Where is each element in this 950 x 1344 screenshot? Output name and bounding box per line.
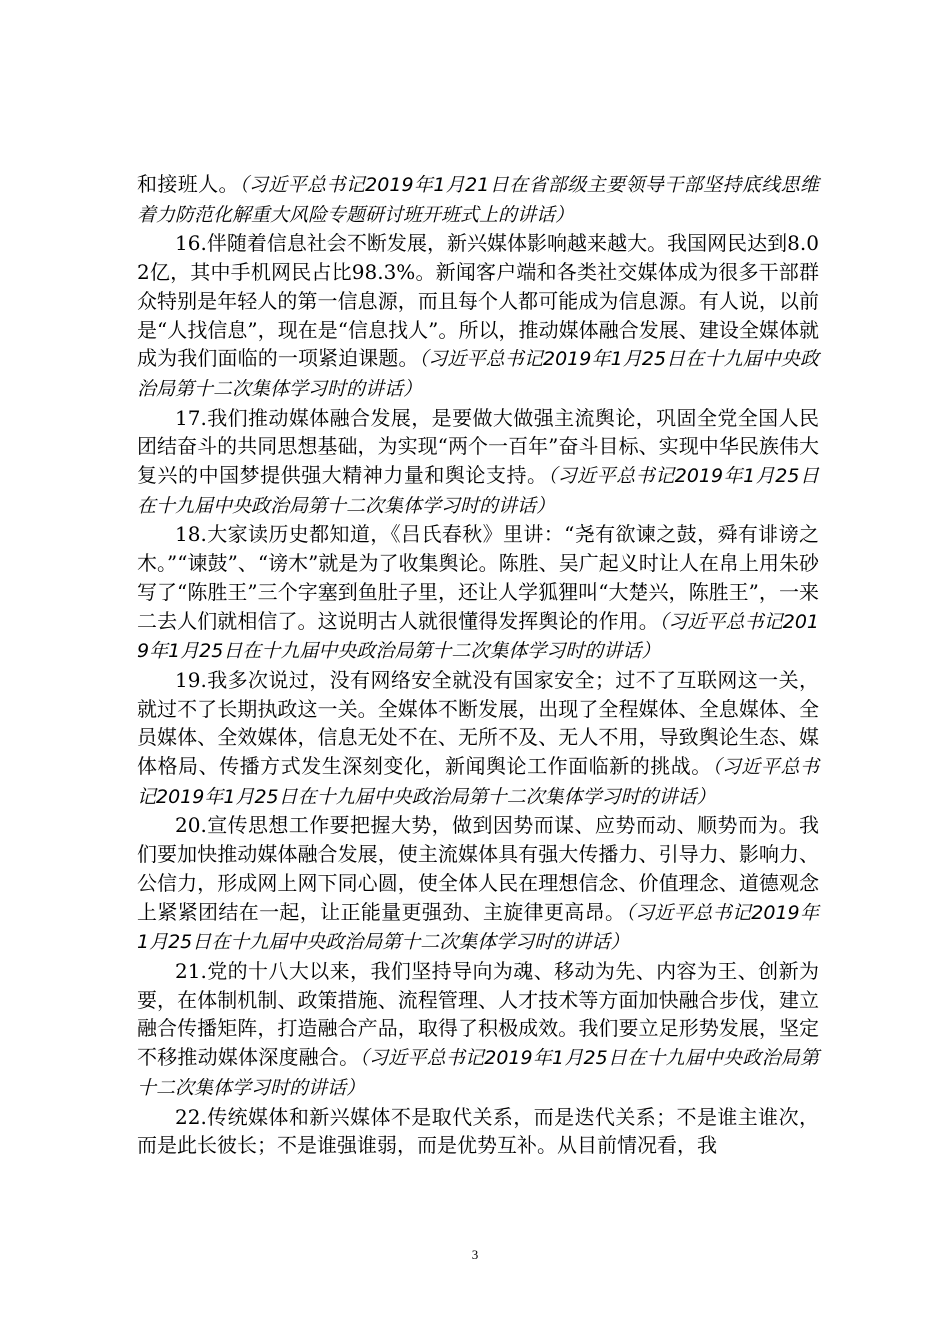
paragraph-22 (137, 1103, 819, 1160)
paragraph-text: 17.我们推动媒体融合发展，是要做大做强主流舆论，巩固全党全国人民团结奋斗的共同思想基础，为实现“两个一百年”奋斗目标、实现中华民族伟大复兴的中国梦提供强大精神力量和舆论支持。 (137, 405, 819, 488)
document-body (137, 170, 819, 1160)
page-number: 3 (471, 1247, 479, 1262)
paragraph-17 (137, 404, 819, 521)
paragraph-18 (137, 520, 819, 666)
paragraph-text: 18.大家读历史都知道，《吕氏春秋》里讲：“尧有欲谏之鼓，舜有诽谤之木。”“谏鼓”、“谤木”就是为了收集舆论。陈胜、吴广起义时让人在帛上用朱砂写了“陈胜王”三个字塞到鱼肚子里，还让人学狐狸叫“大楚兴，陈胜王”，一来二去人们就相信了。这说明古人就很懂得发挥舆论的作用。 (137, 522, 819, 633)
paragraph-text: 20.宣传思想工作要把握大势，做到因势而谋、应势而动、顺势而为。我们要加快推动媒体融合发展，使主流媒体具有强大传播力、引导力、影响力、公信力，形成网上网下同心圆，使全体人民在理想信念、价值理念、道德观念上紧紧团结在一起，让正能量更强劲、主旋律更高昂。 (137, 813, 819, 924)
paragraph-citation: （习近平总书记2019年1月25日在十九届中央政治局第十二次集体学习时的讲话） (137, 901, 819, 954)
paragraph-text: 22.传统媒体和新兴媒体不是取代关系，而是迭代关系；不是谁主谁次，而是此长彼长；不是谁强谁弱，而是优势互补。从目前情况看，我 (137, 1104, 819, 1158)
paragraph-21 (137, 957, 819, 1103)
paragraph-0 (137, 170, 819, 229)
paragraph-text: 21.党的十八大以来，我们坚持导向为魂、移动为先、内容为王、创新为要，在体制机制、政策措施、流程管理、人才技术等方面加快融合步伐，建立融合传播矩阵，打造融合产品，取得了积极成效。我们要立足形势发展，坚定不移推动媒体深度融合。 (137, 958, 819, 1070)
paragraph-citation: （习近平总书记2019年1月25日在十九届中央政治局第十二次集体学习时的讲话） (137, 610, 820, 663)
paragraph-citation: （习近平总书记2019年1月25日在十九届中央政治局第十二次集体学习时的讲话） (137, 348, 820, 400)
paragraph-text: 19.我多次说过，没有网络安全就没有国家安全；过不了互联网这一关，就过不了长期执政这一关。全媒体不断发展，出现了全程媒体、全息媒体、全员媒体、全效媒体，信息无处不在、无所不及、无人不用，导致舆论生态、媒体格局、传播方式发生深刻变化，新闻舆论工作面临新的挑战。 (137, 667, 819, 779)
paragraph-20 (137, 811, 819, 957)
paragraph-citation: （习近平总书记2019年1月25日在十九届中央政治局第十二次集体学习时的讲话） (137, 465, 819, 517)
paragraph-citation: （习近平总书记2019年1月21日在省部级主要领导干部坚持底线思维着力防范化解重大风险专题研讨班开班式上的讲话） (137, 174, 819, 226)
paragraph-text: 16.伴随着信息社会不断发展，新兴媒体影响越来越大。我国网民达到8.02亿，其中手机网民占比98.3%。新闻客户端和各类社交媒体成为很多干部群众特别是年轻人的第一信息源，而且每个人都可能成为信息源。有人说，以前是“人找信息”，现在是“信息找人”。所以，推动媒体融合发展、建设全媒体就成为我们面临的一项紧迫课题。 (137, 231, 819, 371)
paragraph-citation: （习近平总书记2019年1月25日在十九届中央政治局第十二次集体学习时的讲话） (137, 756, 819, 808)
paragraph-citation: （习近平总书记2019年1月25日在十九届中央政治局第十二次集体学习时的讲话） (137, 1047, 820, 1099)
paragraph-text: 和接班人。 (137, 172, 239, 196)
paragraph-16 (137, 229, 819, 403)
paragraph-19 (137, 666, 819, 812)
